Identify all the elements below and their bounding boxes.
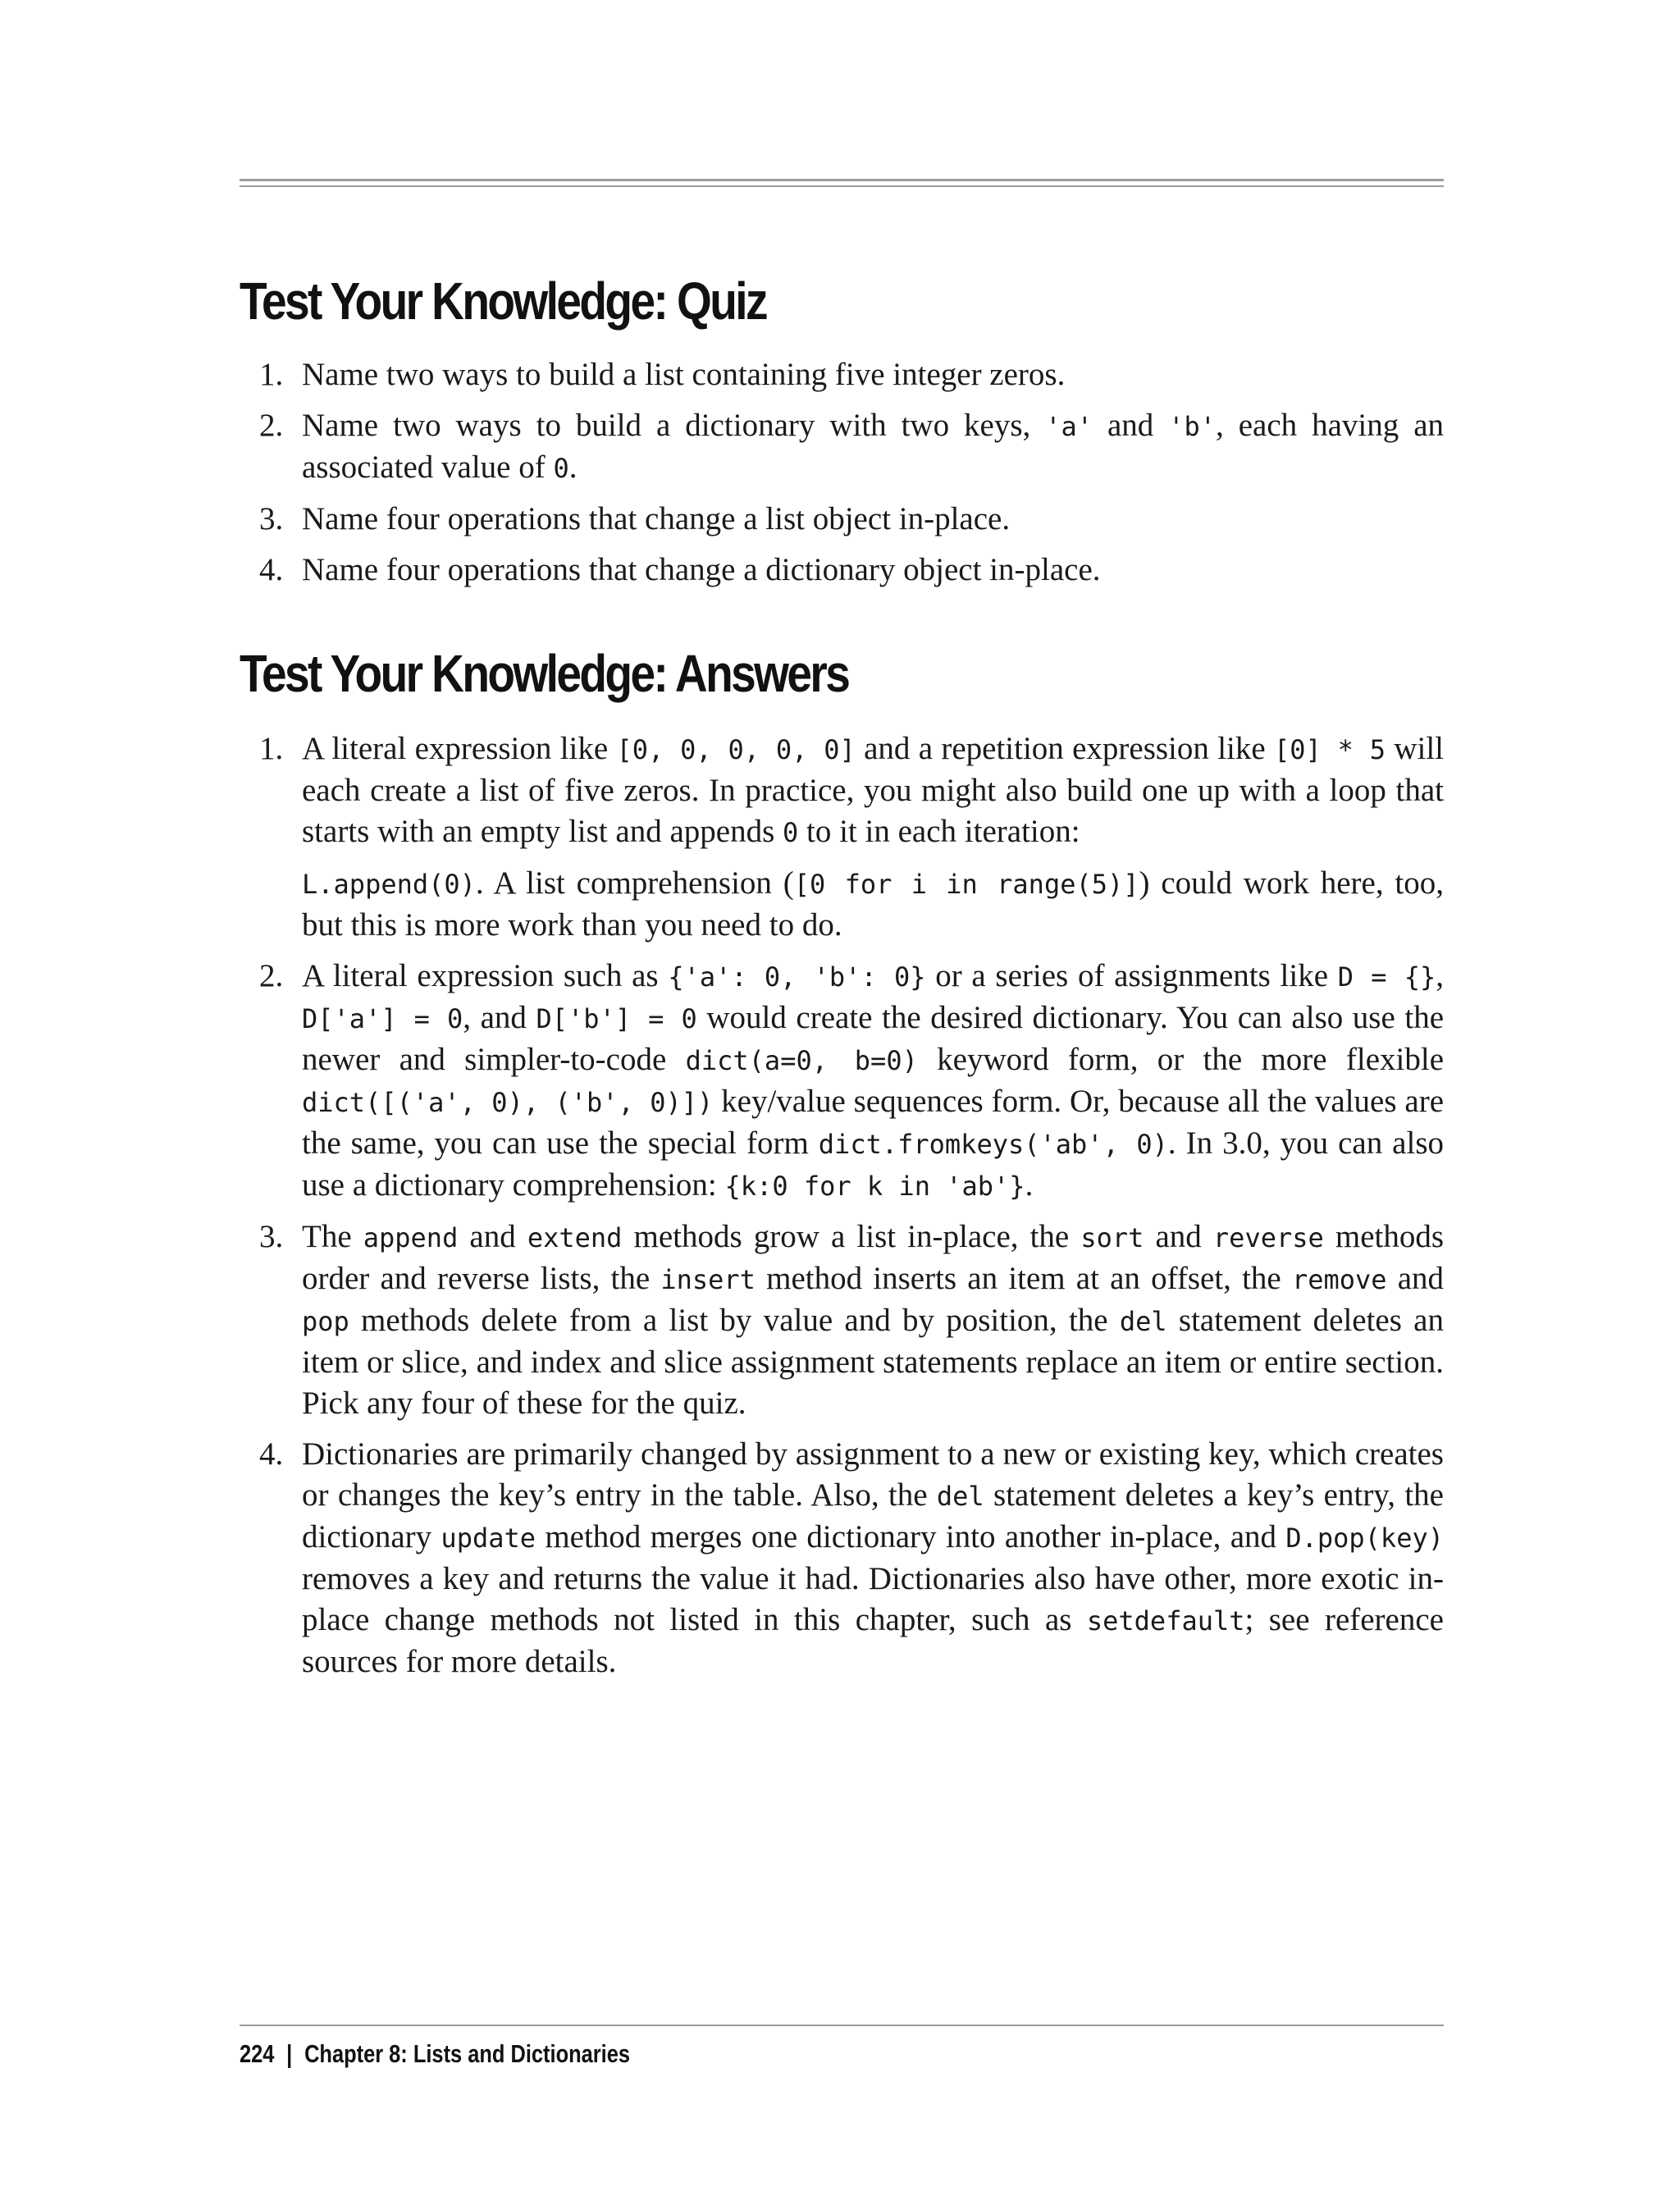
item-number: 2.	[259, 958, 284, 993]
answer-text: A literal expression such as	[302, 958, 669, 993]
answers-heading: Test Your Knowledge: Answers	[240, 644, 849, 703]
inline-code: dict.fromkeys('ab', 0)	[818, 1129, 1168, 1160]
item-number: 1.	[259, 357, 284, 392]
answer-text: .	[1025, 1167, 1034, 1203]
inline-code: 0	[553, 453, 569, 484]
answers-list	[240, 728, 1444, 1692]
answer-text: The	[302, 1219, 363, 1254]
inline-code: remove	[1291, 1264, 1387, 1295]
inline-code: reverse	[1212, 1222, 1324, 1253]
quiz-item-text: Name two ways to build a list containing five integer zeros.	[302, 357, 1066, 392]
inline-code: del	[936, 1481, 984, 1512]
item-number: 2.	[259, 408, 284, 443]
inline-code: D['b'] = 0	[536, 1003, 697, 1034]
answer-text: and a repetition expression like	[855, 731, 1275, 766]
item-number: 4.	[259, 1436, 284, 1472]
answer-text: , and	[463, 1000, 536, 1035]
inline-code: extend	[527, 1222, 623, 1253]
answer-text: ) could work here, too, but this is more work than you need to do.	[302, 865, 1444, 943]
answer-item	[240, 728, 1444, 946]
answer-text: removes a key and returns the value it had. Dictionaries also have other, more exotic in-place change methods not listed in this chapter, such as	[302, 1561, 1444, 1637]
answer-text: keyword form, or the more flexible	[917, 1042, 1445, 1077]
answer-text: ; see reference sources for more details.	[302, 1602, 1444, 1679]
quiz-item-text: Name four operations that change a list object in-place.	[302, 501, 1011, 536]
answer-text: statement deletes a key’s entry, the dictionary	[302, 1477, 1444, 1554]
answer-continuation	[302, 863, 1444, 946]
answer-text: to it in each iteration:	[798, 814, 1080, 849]
inline-code: 'a'	[1045, 411, 1093, 442]
answer-text: methods order and reverse lists, the	[302, 1219, 1445, 1296]
answer-text: . In 3.0, you can also use a dictionary comprehension:	[302, 1125, 1444, 1203]
inline-code: append	[363, 1222, 459, 1253]
inline-code: 0	[783, 817, 799, 848]
inline-code: insert	[660, 1264, 756, 1295]
inline-code: del	[1119, 1306, 1167, 1337]
answer-text: ,	[1436, 958, 1445, 993]
inline-code: [0 for i in range(5)]	[793, 869, 1139, 900]
footer-rule	[240, 2025, 1444, 2026]
page-number: 224	[240, 2039, 275, 2068]
quiz-item-text: Name two ways to build a dictionary with two keys,	[302, 408, 1046, 443]
answer-text: methods grow a list in-place, the	[622, 1219, 1081, 1254]
answer-text: and	[1386, 1261, 1445, 1296]
quiz-list	[240, 354, 1444, 600]
item-number: 3.	[259, 1219, 284, 1254]
inline-code: {'a': 0, 'b': 0}	[668, 961, 926, 993]
answer-item	[240, 1217, 1444, 1424]
inline-code: L.append(0)	[302, 869, 476, 900]
answer-text: statement deletes an item or slice, and index and slice assignment statements replace an item or entire section. Pick any four of these for the quiz.	[302, 1303, 1444, 1421]
answer-text: methods delete from a list by value and by position, the	[349, 1303, 1120, 1338]
quiz-item	[240, 354, 1444, 395]
answer-text: will each create a list of five zeros. In practice, you might also build one up with a loop that starts with an empty list and appends	[302, 731, 1445, 849]
footer-separator: |	[286, 2039, 293, 2068]
inline-code: [0] * 5	[1274, 734, 1386, 765]
quiz-item	[240, 405, 1444, 489]
answer-item	[240, 1434, 1444, 1682]
inline-code: pop	[302, 1306, 349, 1337]
answer-text: and	[458, 1219, 527, 1254]
inline-code: sort	[1080, 1222, 1144, 1253]
answer-text: . A list comprehension (	[475, 865, 794, 901]
quiz-item-text: , each having an associated value of	[302, 408, 1445, 485]
item-number: 4.	[259, 552, 284, 587]
quiz-heading: Test Your Knowledge: Quiz	[240, 272, 766, 331]
inline-code: dict(a=0, b=0)	[685, 1045, 918, 1076]
header-rule	[240, 179, 1444, 181]
inline-code: {k:0 for k in 'ab'}	[724, 1171, 1025, 1202]
quiz-item-text: .	[568, 450, 578, 485]
answer-text: A literal expression like	[302, 731, 617, 766]
answer-item	[240, 956, 1444, 1207]
inline-code: D['a'] = 0	[302, 1003, 463, 1034]
inline-code: D = {}	[1337, 961, 1436, 993]
answer-text: method merges one dictionary into another in-place, and	[536, 1519, 1286, 1554]
quiz-item	[240, 499, 1444, 540]
item-number: 3.	[259, 501, 284, 536]
inline-code: update	[441, 1522, 536, 1554]
header-rule-secondary	[240, 185, 1444, 187]
page-footer	[240, 2039, 630, 2069]
answer-text: key/value sequences form. Or, because all the values are the same, you can use the special form	[302, 1084, 1445, 1161]
answer-text: would create the desired dictionary. You can also use the newer and simpler-to-code	[302, 1000, 1445, 1077]
chapter-title: Chapter 8: Lists and Dictionaries	[304, 2039, 630, 2068]
quiz-item	[240, 550, 1444, 591]
inline-code: [0, 0, 0, 0, 0]	[616, 734, 856, 765]
inline-code: 'b'	[1168, 411, 1217, 442]
inline-code: setdefault	[1086, 1605, 1245, 1637]
answer-text: Dictionaries are primarily changed by assignment to a new or existing key, which creates or changes the key’s entry in the table. Also, the	[302, 1436, 1444, 1513]
answer-text: and	[1144, 1219, 1213, 1254]
quiz-item-text: Name four operations that change a dictionary object in-place.	[302, 552, 1101, 587]
quiz-item-text: and	[1093, 408, 1169, 443]
item-number: 1.	[259, 731, 284, 766]
answer-text: or a series of assignments like	[925, 958, 1338, 993]
answer-text: method inserts an item at an offset, the	[755, 1261, 1292, 1296]
inline-code: D.pop(key)	[1285, 1522, 1444, 1554]
inline-code: dict([('a', 0), ('b', 0)])	[302, 1087, 714, 1118]
